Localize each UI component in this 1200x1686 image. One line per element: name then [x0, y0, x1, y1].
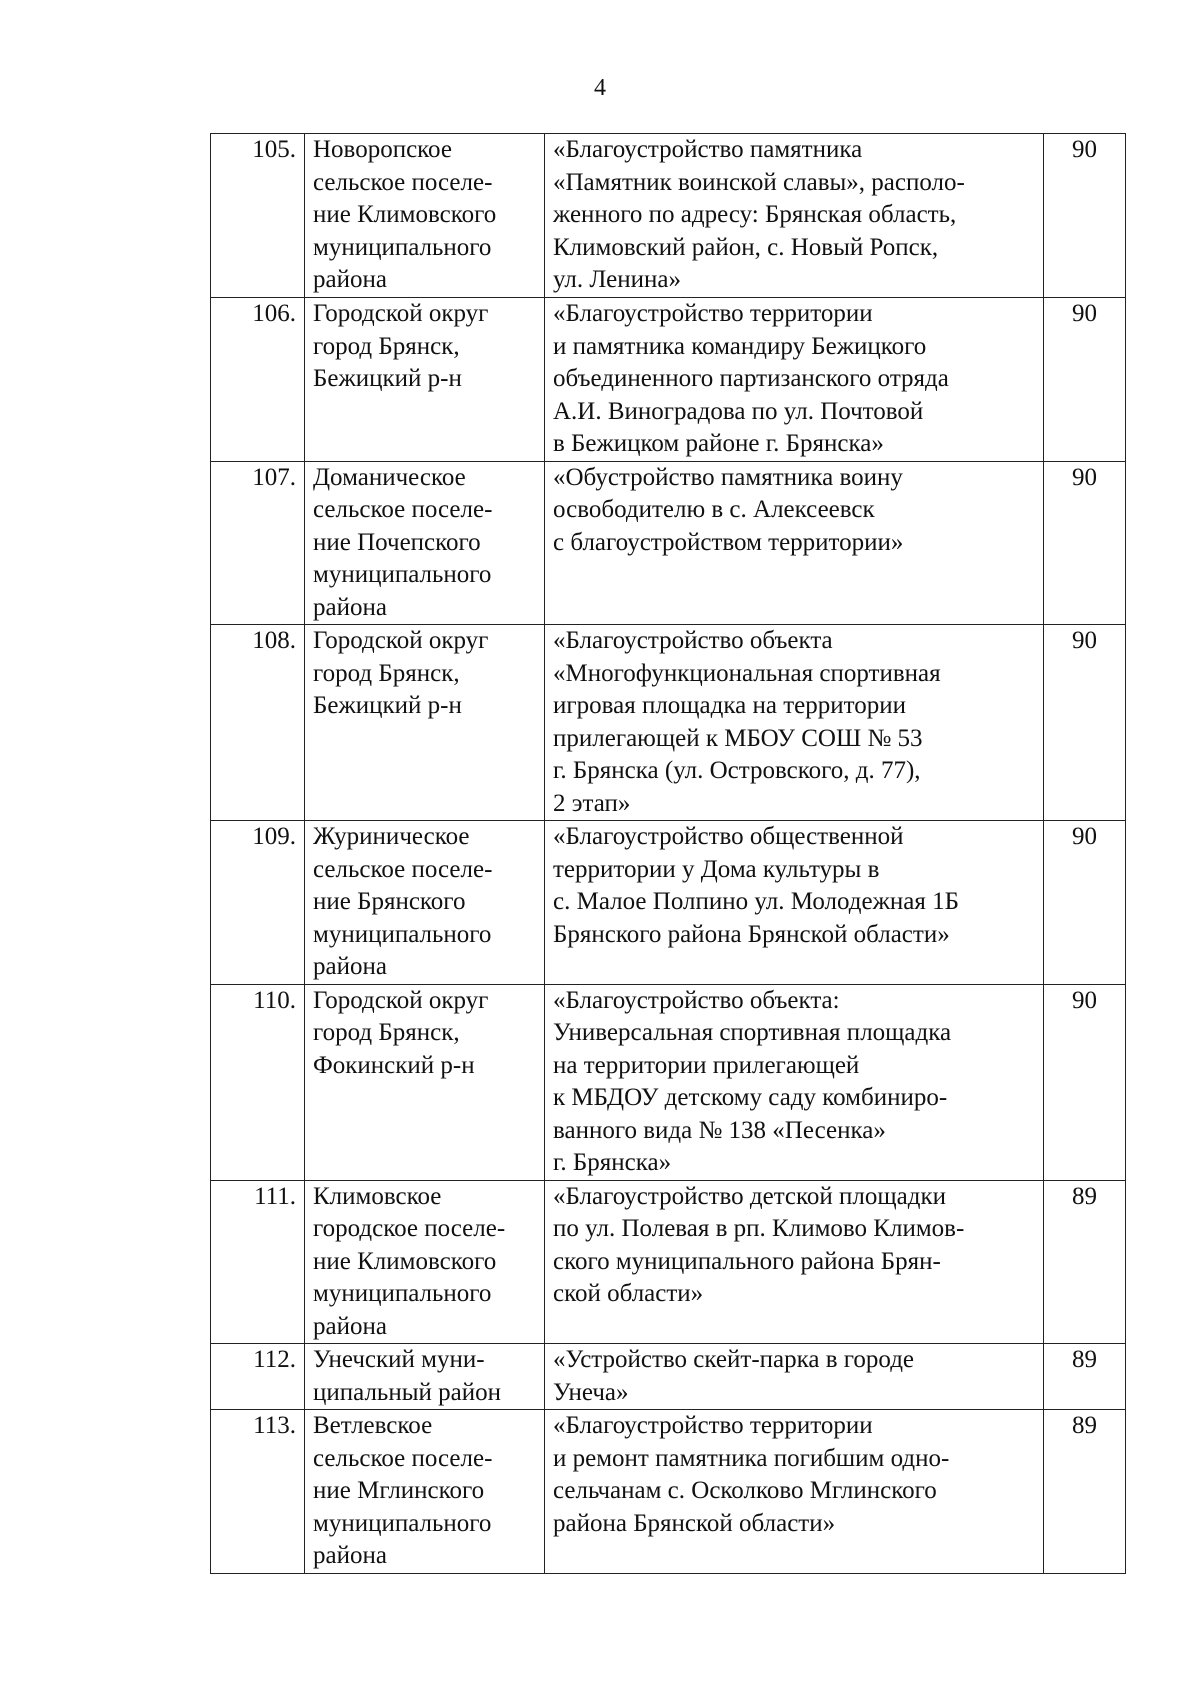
project-description-line: «Благоустройство общественной [553, 823, 904, 850]
project-description-line: «Благоустройство территории [553, 1412, 873, 1439]
municipality-line: Городской округ [313, 627, 489, 654]
project-description-line: и ремонт памятника погибшим одно- [553, 1444, 950, 1472]
score-cell: 90 [1044, 821, 1126, 985]
project-description-cell [545, 1410, 1044, 1574]
project-description-line: и памятника командиру Бежицкого [553, 332, 927, 360]
project-description-line: игровая площадка на территории [553, 692, 906, 719]
project-description-cell [545, 298, 1044, 462]
municipality-line: муниципального [313, 1509, 492, 1537]
project-description-line: «Устройство скейт-парка в городе [553, 1346, 915, 1373]
project-description-line: г. Брянска (ул. Островского, д. 77), [553, 757, 921, 784]
project-description-line: к МБДОУ детскому саду комбиниро- [553, 1084, 948, 1111]
municipality-line: муниципального [313, 1280, 492, 1307]
municipality-line: сельское поселе- [313, 168, 493, 196]
table-row [211, 134, 1126, 298]
municipality-cell [305, 625, 545, 821]
project-description-line: ской области» [553, 1280, 704, 1307]
row-number: 111. [211, 1180, 305, 1344]
project-description-cell [545, 1344, 1044, 1410]
municipality-cell [305, 461, 545, 625]
municipality-cell [305, 1180, 545, 1344]
project-description-line: 2 этап» [553, 789, 631, 817]
municipality-line: Городской округ [313, 300, 489, 327]
row-number: 105. [211, 134, 305, 298]
project-description-line: «Памятник воинской славы», располо- [553, 168, 965, 196]
row-number: 109. [211, 821, 305, 985]
project-description-line: женного по адресу: Брянская область, [553, 201, 957, 228]
municipality-line: Бежицкий р-н [313, 692, 462, 719]
project-description-line: г. Брянска» [553, 1149, 672, 1176]
project-description-line: территории у Дома культуры в [553, 855, 880, 883]
municipality-line: муниципального [313, 561, 492, 588]
project-description-line: «Благоустройство объекта [553, 627, 833, 654]
row-number: 112. [211, 1344, 305, 1410]
project-description-cell [545, 821, 1044, 985]
project-description-line: «Обустройство памятника воину [553, 463, 903, 491]
municipality-line: района [313, 1542, 387, 1569]
project-description-line: ул. Ленина» [553, 266, 681, 293]
row-number: 113. [211, 1410, 305, 1574]
municipality-cell [305, 1410, 545, 1574]
project-description-line: Климовский район, с. Новый Ропск, [553, 233, 939, 261]
municipality-cell [305, 298, 545, 462]
table-row [211, 1410, 1126, 1574]
score-cell: 89 [1044, 1180, 1126, 1344]
municipality-line: муниципального [313, 920, 492, 948]
score-cell: 90 [1044, 134, 1126, 298]
score-cell: 90 [1044, 984, 1126, 1180]
municipality-line: района [313, 953, 387, 980]
score-cell: 89 [1044, 1344, 1126, 1410]
project-description-line: А.И. Виноградова по ул. Почтовой [553, 397, 924, 425]
municipality-line: Доманическое [313, 463, 466, 491]
municipality-line: района [313, 593, 387, 621]
row-number: 110. [211, 984, 305, 1180]
municipality-line: сельское поселе- [313, 1444, 493, 1472]
municipality-line: ципальный район [313, 1378, 501, 1406]
project-description-line: по ул. Полевая в рп. Климово Климов- [553, 1215, 965, 1242]
project-description-line: с благоустройством территории» [553, 528, 904, 556]
municipality-line: Журиническое [313, 823, 470, 850]
project-description-line: Унеча» [553, 1378, 629, 1406]
project-description-cell [545, 461, 1044, 625]
municipality-line: Бежицкий р-н [313, 365, 462, 392]
row-number: 107. [211, 461, 305, 625]
municipality-line: района [313, 1312, 387, 1340]
project-description-line: в Бежицком районе г. Брянска» [553, 430, 884, 457]
municipality-cell [305, 984, 545, 1180]
project-description-line: «Благоустройство памятника [553, 136, 863, 163]
municipality-line: город Брянск, [313, 332, 460, 360]
municipality-line: город Брянск, [313, 659, 460, 687]
municipality-line: Городской округ [313, 986, 489, 1014]
project-description-line: «Многофункциональная спортивная [553, 659, 941, 687]
municipality-line: ние Брянского [313, 888, 466, 915]
score-cell: 90 [1044, 461, 1126, 625]
table-row [211, 821, 1126, 985]
project-description-line: сельчанам с. Осколково Мглинского [553, 1477, 937, 1504]
table-row [211, 298, 1126, 462]
project-description-line: с. Малое Полпино ул. Молодежная 1Б [553, 888, 959, 915]
municipality-line: района [313, 266, 387, 293]
table-body [211, 134, 1126, 1574]
municipality-cell [305, 821, 545, 985]
project-description-line: ского муниципального района Брян- [553, 1247, 941, 1275]
table-row [211, 984, 1126, 1180]
municipality-line: городское поселе- [313, 1215, 506, 1242]
municipality-line: Новоропское [313, 136, 452, 163]
municipality-line: ние Мглинского [313, 1477, 485, 1504]
project-description-cell [545, 1180, 1044, 1344]
project-description-cell [545, 984, 1044, 1180]
project-description-line: района Брянской области» [553, 1509, 836, 1537]
project-description-cell [545, 134, 1044, 298]
municipality-line: сельское поселе- [313, 496, 493, 523]
project-description-line: прилегающей к МБОУ СОШ № 53 [553, 724, 923, 752]
municipality-line: ние Почепского [313, 528, 481, 556]
municipality-line: сельское поселе- [313, 855, 493, 883]
project-description-line: Брянского района Брянской области» [553, 920, 950, 948]
score-cell: 89 [1044, 1410, 1126, 1574]
project-description-line: освободителю в с. Алексеевск [553, 496, 875, 523]
table-row [211, 1344, 1126, 1410]
project-description-line: объединенного партизанского отряда [553, 365, 949, 392]
municipality-cell [305, 134, 545, 298]
table-row [211, 1180, 1126, 1344]
municipality-line: Климовское [313, 1182, 442, 1210]
municipality-line: ние Климовского [313, 201, 497, 228]
table-row [211, 461, 1126, 625]
municipality-cell [305, 1344, 545, 1410]
municipality-line: Ветлевское [313, 1412, 433, 1439]
score-cell: 90 [1044, 625, 1126, 821]
project-description-line: «Благоустройство детской площадки [553, 1182, 946, 1210]
project-description-line: ванного вида № 138 «Песенка» [553, 1116, 886, 1144]
project-description-line: «Благоустройство территории [553, 300, 873, 327]
row-number: 106. [211, 298, 305, 462]
project-description-line: на территории прилегающей [553, 1051, 860, 1079]
row-number: 108. [211, 625, 305, 821]
municipality-line: Унечский муни- [313, 1346, 485, 1373]
project-description-line: «Благоустройство объекта: [553, 986, 840, 1014]
municipality-line: ние Климовского [313, 1247, 497, 1275]
page-number: 4 [594, 75, 606, 101]
table-row [211, 625, 1126, 821]
project-description-line: Универсальная спортивная площадка [553, 1019, 952, 1046]
municipality-line: муниципального [313, 233, 492, 261]
project-description-cell [545, 625, 1044, 821]
municipality-line: город Брянск, [313, 1019, 460, 1046]
projects-table [210, 133, 1126, 1574]
score-cell: 90 [1044, 298, 1126, 462]
municipality-line: Фокинский р-н [313, 1051, 475, 1079]
